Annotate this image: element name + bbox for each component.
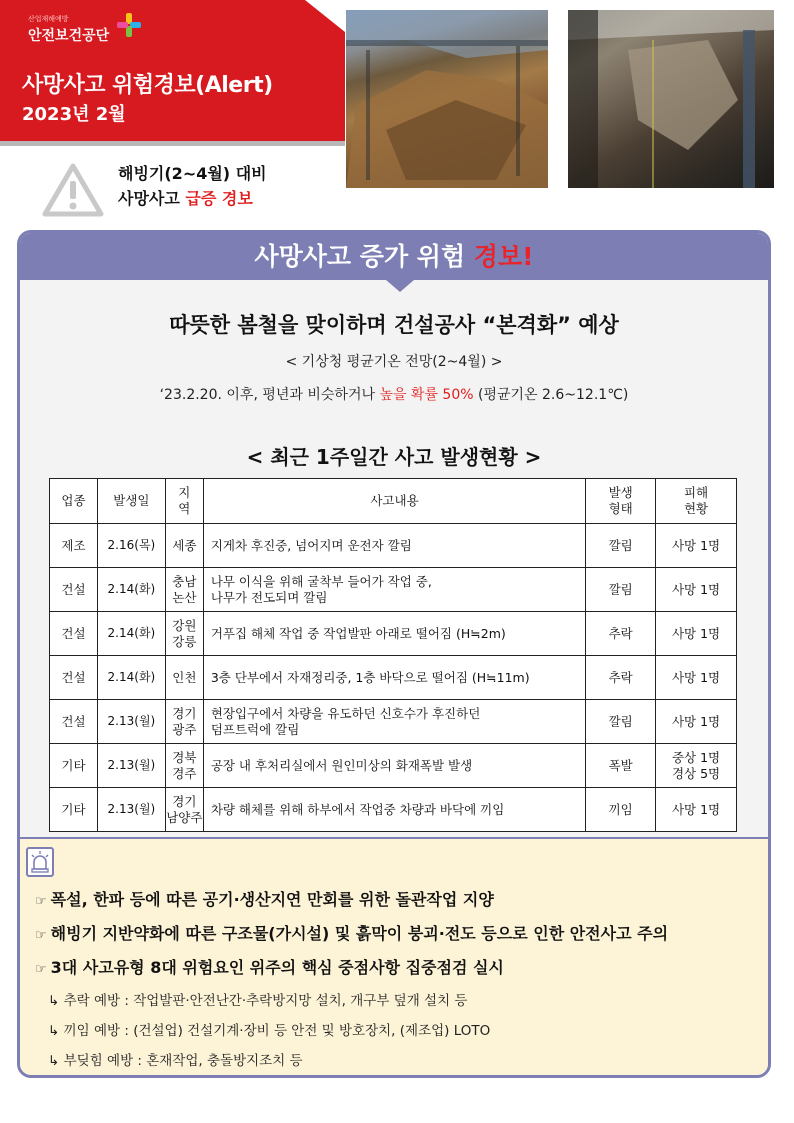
cell-industry: 제조 (50, 524, 98, 568)
alert-title: 사망사고 위험경보(Alert) (22, 73, 273, 98)
cell-content-line2: 나무가 전도되며 깔림 (210, 589, 328, 605)
header-region-line1: 지 (178, 485, 191, 501)
cell-region-line2: 강릉 (172, 633, 197, 649)
tip-sub-item (48, 1049, 303, 1069)
cell-region (165, 788, 203, 832)
cell-date: 2.16(목) (97, 524, 165, 568)
cell-content-line1: 현장입구에서 차량을 유도하던 신호수가 후진하던 (210, 705, 481, 721)
cell-region (165, 700, 203, 744)
header-damage-line1: 피해 (683, 485, 709, 501)
cell-content (203, 656, 585, 700)
tip-item (35, 955, 504, 978)
cell-damage (656, 700, 737, 744)
table-row (50, 788, 737, 832)
panel-heading-suffix: ! (522, 242, 534, 271)
cell-region-line1: 세종 (172, 537, 197, 553)
table-row (50, 700, 737, 744)
hand-pointer-icon: ☞ (35, 894, 47, 909)
cell-industry: 건설 (50, 612, 98, 656)
cell-region-line2: 논산 (172, 589, 197, 605)
cell-content-line2: 덤프트럭에 깔림 (210, 721, 300, 737)
cell-content (203, 568, 585, 612)
cell-industry: 건설 (50, 700, 98, 744)
cell-region-line1: 경북 (172, 749, 197, 765)
cell-type: 깔림 (586, 524, 656, 568)
safety-tips (20, 837, 768, 1078)
cell-content-line1: 거푸집 해체 작업 중 작업발판 아래로 떨어짐 (H≒2m) (210, 625, 506, 641)
cell-content (203, 524, 585, 568)
cell-type: 끼임 (586, 788, 656, 832)
header-type-line2: 형태 (608, 501, 633, 516)
table-header-row (50, 479, 737, 524)
table-row (50, 656, 737, 700)
table-row (50, 744, 737, 788)
alarm-siren-icon (28, 849, 52, 875)
cell-damage (656, 744, 737, 788)
header-banner (0, 0, 345, 141)
tip-sub-text: 추락 예방 : 작업발판·안전난간·추락방지망 설치, 개구부 덮개 설치 등 (63, 993, 468, 1009)
cell-damage-line1: 사망 1명 (671, 625, 721, 641)
logo-tagline: 산업재해예방 (28, 15, 69, 23)
cell-content (203, 700, 585, 744)
cell-type: 추락 (586, 656, 656, 700)
cell-industry: 건설 (50, 656, 98, 700)
panel-heading-highlight: 경보 (473, 242, 523, 271)
cell-damage-line1: 사망 1명 (671, 537, 721, 553)
table-row (50, 612, 737, 656)
header-damage-line2: 현황 (683, 501, 709, 516)
header-region (165, 479, 203, 524)
cell-region-line2: 남양주 (166, 809, 203, 825)
header-date: 발생일 (97, 479, 165, 524)
warning-triangle-icon (42, 163, 104, 217)
forecast-detail (20, 384, 768, 404)
cell-region (165, 612, 203, 656)
cell-type: 깔림 (586, 568, 656, 612)
sub-arrow-icon: ↳ (48, 1023, 60, 1039)
cell-damage-line1: 사망 1명 (671, 801, 721, 817)
hand-pointer-icon: ☞ (35, 928, 47, 943)
cell-region-line2: 광주 (172, 721, 197, 737)
cell-content-line1: 나무 이식을 위해 굴착부 들어가 작업 중, (210, 573, 432, 589)
cell-damage-line1: 사망 1명 (671, 713, 721, 729)
cell-damage-line1: 사망 1명 (671, 669, 721, 685)
sub-arrow-icon: ↳ (48, 1053, 60, 1069)
cell-date: 2.14(화) (97, 656, 165, 700)
table-row (50, 568, 737, 612)
cell-region (165, 656, 203, 700)
cell-date: 2.13(월) (97, 700, 165, 744)
header-content: 사고내용 (203, 479, 585, 524)
header-industry: 업종 (50, 479, 98, 524)
cell-industry: 기타 (50, 788, 98, 832)
alert-date: 2023년 2월 (22, 104, 126, 125)
forecast-title: < 기상청 평균기온 전망(2~4월) > (285, 354, 503, 370)
cell-damage (656, 568, 737, 612)
panel-heading-prefix: 사망사고 증가 위험 (254, 242, 474, 271)
cell-region (165, 744, 203, 788)
banner-fold (305, 0, 345, 32)
cell-region (165, 524, 203, 568)
cell-damage-line1: 중상 1명 (671, 749, 721, 765)
header-divider (0, 141, 345, 146)
tip-text: 3대 사고유형 8대 위험요인 위주의 핵심 중점사항 집중점검 실시 (50, 958, 504, 977)
collapse-photo-2 (568, 10, 774, 188)
tip-text: 폭설, 한파 등에 따른 공기·생산지연 만회를 위한 돌관작업 지양 (50, 890, 494, 909)
tip-sub-item (48, 1019, 490, 1039)
tip-sub-text: 부딪힘 예방 : 혼재작업, 충돌방지조치 등 (63, 1053, 303, 1069)
cell-damage-line2: 경상 5명 (671, 765, 721, 781)
kosha-logo-icon (116, 12, 142, 38)
hand-pointer-icon: ☞ (35, 962, 47, 977)
cell-industry: 기타 (50, 744, 98, 788)
cell-date: 2.13(월) (97, 788, 165, 832)
tip-sub-text: 끼임 예방 : (건설업) 건설기계·장비 등 안전 및 방호장치, (제조업) LOTO (63, 1023, 491, 1039)
sub-arrow-icon: ↳ (48, 993, 60, 1009)
warning-highlight: 급증 경보 (185, 189, 253, 208)
tip-item (35, 887, 494, 910)
tip-item (35, 921, 668, 944)
panel-heading-notch (386, 280, 414, 292)
header-type (586, 479, 656, 524)
alarm-siren-box (26, 847, 54, 877)
tip-sub-item (48, 989, 467, 1009)
cell-content-line1: 공장 내 후처리실에서 원인미상의 화재폭발 발생 (210, 757, 473, 773)
cell-damage (656, 524, 737, 568)
cell-region-line1: 인천 (172, 669, 197, 685)
cell-date: 2.13(월) (97, 744, 165, 788)
cell-content (203, 788, 585, 832)
header-damage (656, 479, 737, 524)
cell-damage (656, 788, 737, 832)
cell-content-line1: 3층 단부에서 자재정리중, 1층 바닥으로 떨어짐 (H≒11m) (210, 669, 530, 685)
logo-org-name: 안전보건공단 (28, 28, 110, 44)
forecast-prefix: ‘23.2.20. 이후, 평년과 비슷하거나 (159, 387, 380, 403)
cell-content (203, 612, 585, 656)
cell-region-line1: 충남 (172, 573, 197, 589)
table-title: < 최근 1주일간 사고 발생현황 > (246, 445, 542, 469)
cell-content-line1: 지게차 후진중, 넘어지며 운전자 깔림 (210, 537, 412, 553)
cell-content (203, 744, 585, 788)
warning-message-prefix: 사망사고 (118, 189, 186, 208)
alert-panel (17, 230, 771, 1078)
organization-logo (28, 10, 158, 48)
forecast-suffix: (평균기온 2.6~12.1℃) (473, 387, 629, 403)
cell-industry: 건설 (50, 568, 98, 612)
cell-region-line1: 경기 (172, 793, 197, 809)
forecast-highlight: 높을 확률 50% (379, 387, 474, 403)
accident-table (49, 478, 737, 832)
cell-date: 2.14(화) (97, 568, 165, 612)
cell-type: 추락 (586, 612, 656, 656)
panel-subtitle: 따뜻한 봄철을 맞이하며 건설공사 “본격화” 예상 (169, 313, 619, 337)
warning-message (118, 186, 253, 209)
cell-date: 2.14(화) (97, 612, 165, 656)
cell-damage-line1: 사망 1명 (671, 581, 721, 597)
cell-region-line2: 경주 (172, 765, 197, 781)
cell-type: 깔림 (586, 700, 656, 744)
cell-type: 폭발 (586, 744, 656, 788)
cell-region (165, 568, 203, 612)
header-region-line2: 역 (178, 501, 191, 516)
panel-heading (20, 233, 768, 280)
collapse-photo-1 (346, 10, 548, 188)
cell-damage (656, 612, 737, 656)
warning-period: 해빙기(2~4월) 대비 (118, 164, 267, 183)
header-type-line1: 발생 (608, 485, 633, 501)
cell-region-line1: 강원 (172, 617, 197, 633)
cell-damage (656, 656, 737, 700)
table-row (50, 524, 737, 568)
tip-text: 해빙기 지반약화에 따른 구조물(가시설) 및 흙막이 붕괴·전도 등으로 인한 안전사고 주의 (50, 924, 669, 943)
cell-region-line1: 경기 (172, 705, 197, 721)
cell-content-line1: 차량 해체를 위해 하부에서 작업중 차량과 바닥에 끼임 (210, 801, 505, 817)
